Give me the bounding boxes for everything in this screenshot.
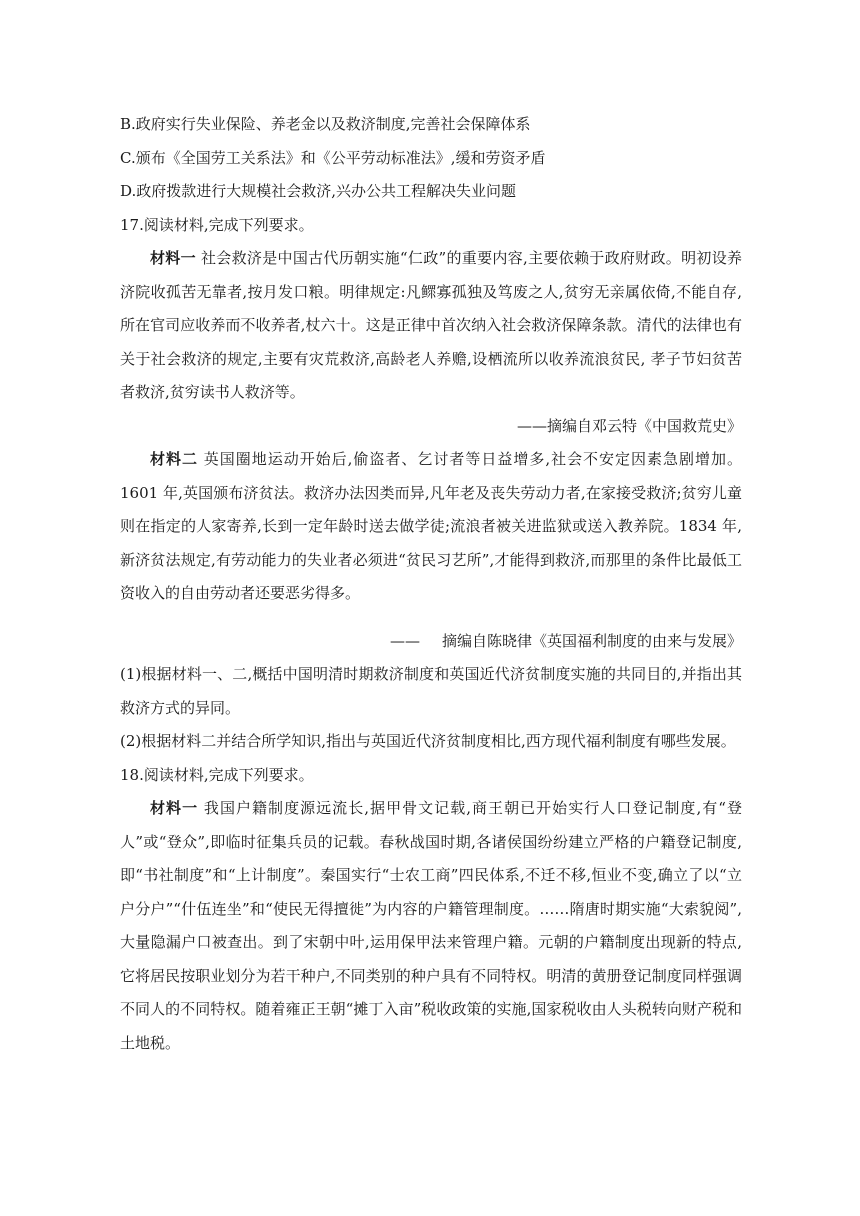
option-c: C.颁布《全国劳工关系法》和《公平劳动标准法》,缓和劳资矛盾 bbox=[120, 148, 546, 167]
q17-material-2-text: 英国圈地运动开始后,偷盗者、乞讨者等日益增多,社会不安定因素急剧增加。1601 年,英国颁布济贫法。救济办法因类而异,凡年老及丧失劳动力者,在家接受救济;贫穷儿童则在指定的人家寄养,长到一定年龄时送去做学徒;流浪者被关进监狱或送入教养院。1834 年,新济贫法规定,有劳动能力的失业者必须进“贫民习艺所”,才能得到救济,而那里的条件比最低工资收入的自由劳动者还要恶劣得多。 bbox=[120, 450, 742, 602]
question-17-stem: 17.阅读材料,完成下列要求。 bbox=[120, 215, 314, 234]
q17-material-1 bbox=[120, 242, 742, 410]
document-page bbox=[120, 108, 742, 1060]
q17-material-2-source bbox=[120, 625, 742, 659]
q17-material-1-text: 社会救济是中国古代历朝实施“仁政”的重要内容,主要依赖于政府财政。明初设养济院收孤苦无靠者,按月发口粮。明律规定:凡鳏寡孤独及笃废之人,贫穷无亲属依倚,不能自存,所在官司应收养而不收养者,杖六十。这是正律中首次纳入社会救济保障条款。清代的法律也有关于社会救济的规定,主要有灾荒救济,高龄老人养赡,设栖流所以收养流浪贫民, 孝子节妇贫苦者救济,贫穷读书人救济等。 bbox=[120, 249, 742, 401]
q17-material-2-source-text: 摘编自陈晓律《英国福利制度的由来与发展》 bbox=[441, 631, 742, 650]
q17-material-2-label: 材料二 bbox=[150, 450, 198, 468]
option-d: D.政府拨款进行大规模社会救济,兴办公共工程解决失业问题 bbox=[120, 182, 517, 200]
q17-material-2 bbox=[120, 443, 742, 611]
q18-material-1 bbox=[120, 792, 742, 1060]
q18-material-1-text: 我国户籍制度源远流长,据甲骨文记载,商王朝已开始实行人口登记制度,有“登人”或“登众”,即临时征集兵员的记载。春秋战国时期,各诸侯国纷纷建立严格的户籍登记制度,即“书社制度”和“上计制度”。秦国实行“士农工商”四民体系,不迁不移,恒业不变,确立了以“立户分户”“什伍连坐”和“使民无得擅徙”为内容的户籍管理制度。……隋唐时期实施“大索貌阅”,大量隐漏户口被查出。到了宋朝中叶,运用保甲法来管理户籍。元朝的户籍制度出现新的特点,它将居民按职业划分为若干种户,不同类别的种户具有不同特权。明清的黄册登记制度同样强调不同人的不同特权。随着雍正王朝“摊丁入亩”税收政策的实施,国家税收由人头税转向财产税和土地税。 bbox=[120, 799, 742, 1052]
q17-subquestion-1: (1)根据材料一、二,概括中国明清时期救济制度和英国近代济贫制度实施的共同目的,并指出其救济方式的异同。 bbox=[120, 665, 742, 717]
q17-material-1-source: ——摘编自邓云特《中国救荒史》 bbox=[516, 416, 742, 435]
q17-material-2-source-dash: —— bbox=[389, 631, 420, 650]
q17-subquestion-2: (2)根据材料二并结合所学知识,指出与英国近代济贫制度相比,西方现代福利制度有哪些发展。 bbox=[120, 732, 736, 750]
question-18-stem: 18.阅读材料,完成下列要求。 bbox=[120, 765, 314, 784]
option-b: B.政府实行失业保险、养老金以及救济制度,完善社会保障体系 bbox=[120, 115, 531, 133]
q18-material-1-label: 材料一 bbox=[150, 799, 199, 817]
q17-material-1-label: 材料一 bbox=[150, 249, 196, 267]
